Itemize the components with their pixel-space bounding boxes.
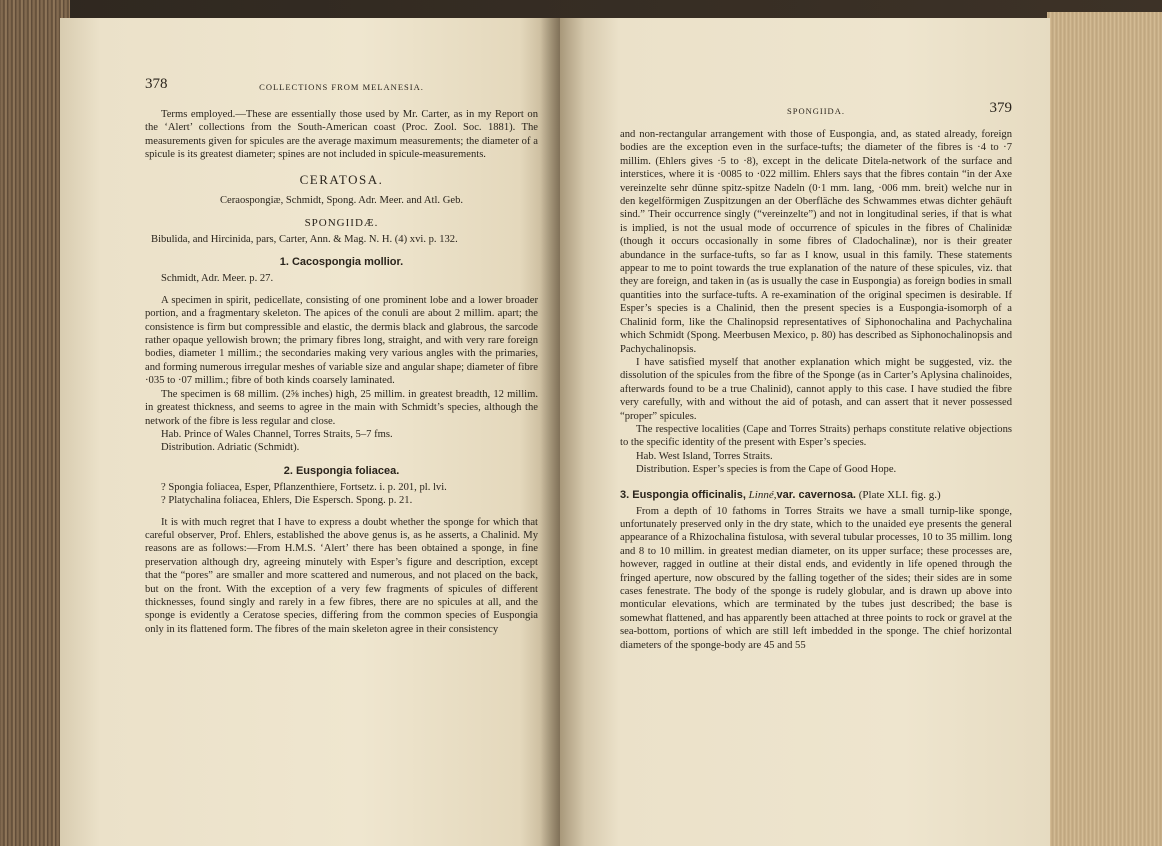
right-page-edges xyxy=(1047,12,1162,846)
left-page-header xyxy=(145,76,538,96)
synonym-line: ? Platychalina foliacea, Ehlers, Die Espersch. Spong. p. 21. xyxy=(161,495,413,507)
family-subtitle: Bibulida, and Hircinida, pars, Carter, Ann. & Mag. N. H. (4) xvi. p. 132. xyxy=(151,234,458,246)
species-variety: var. cavernosa. xyxy=(776,488,856,501)
left-page xyxy=(60,18,560,846)
species-name: 3. Euspongia officinalis, xyxy=(620,488,746,501)
species-title: 1. Cacospongia mollior. xyxy=(279,256,404,269)
body-paragraph: The respective localities (Cape and Torres Straits) perhaps constitute relative objections to the specific identity of the present with Esper’s species. xyxy=(620,423,1012,449)
species-description: The specimen is 68 millim. (2⅝ inches) high, 25 millim. in greatest breadth, 12 millim. in greatest thickness, and seems to agree in the main with Schmidt’s species, although the network of the fibre is less regular and close. xyxy=(145,388,538,427)
species-description: From a depth of 10 fathoms in Torres Straits we have a small turnip-like sponge, unfortunately preserved only in the dry state, which to the unaided eye presents the general appearance of a Rhizochalina fistulosa, with several tubular processes, 10 to 35 millim. long and 8 to 10 millim. in greatest median diameter, on its upper surface; these processes are, however, ragged in outline at their distal ends, and evidently in life opened through the fringed aperture, now obscured by the falling together of the sides; their sides are in some cases fenestrate. The body of the sponge is rudely globular, and is drawn up above into monticular elevations, which are terminated by the tubes just described; the base is somewhat flattened, and has apparently been attached at three points to rock or gravel at the sea-bottom, portions of which are still left imbedded in the sponge. The chief horizontal diameters of the sponge-body are 45 and 55 xyxy=(620,505,1012,651)
right-page-header xyxy=(620,88,1012,116)
section-title: CERATOSA. xyxy=(299,171,384,187)
habitat-line: Hab. West Island, Torres Straits. xyxy=(636,450,773,462)
habitat-line: Hab. Prince of Wales Channel, Torres Straits, 5–7 fms. xyxy=(161,428,393,440)
synonym-line: ? Spongia foliacea, Esper, Pflanzenthiere, Fortsetz. i. p. 201, pl. lvi. xyxy=(161,481,447,493)
family-title: SPONGIIDÆ. xyxy=(304,217,379,230)
plate-reference: (Plate XLI. fig. g.) xyxy=(858,488,941,501)
body-paragraph: I have satisfied myself that another explanation which might be suggested, viz. the dissolution of the spicules from the fibre of the Sponge (as in Carter’s Aplysina chalinoides, afterwards found to be a true Chalinid), cannot apply to this case. I have studied the fibre very carefully, with and without the aid of potash, and can assert that it never possessed “proper” spicules. xyxy=(620,356,1012,422)
body-paragraph: and non-rectangular arrangement with those of Euspongia, and, as stated already, foreign bodies are the exception even in the surface-tufts; the diameter of the fibres is ·4 to ·7 millim. (Ehlers gives ·5 to ·8), except in the delicate Ditela-network of the surface and interstices, where it is ·0085 to ·022 millim. Ehlers says that the fibres contain “in der Axe vereinzelte sehr dünne spitz-spitze Nadeln (0·1 mm. lang, ·006 mm. breit) welche nur in den kegelförmigen Zuspitzungen an der Oberfläche des Schwammes etwas dichter gehäuft sind.” Their occurrence singly (“vereinzelte”) and not in longitudinal series, if that is what is implied, is not the usual mode of occurrence of spicules in the fibres of Chalinidæ (though it occurs occasionally in some fibres of Cladochalinæ), nor is their greater abundance in the surface-tufts, so far as I know, usual in this family. These statements appear to me to point towards the true explanation of the nature of these spicules, viz. that they are foreign, and taken in (as is usually the case in Euspongia) as foreign bodies in small quantities into the surface-tufts. A re-examination of the original specimen is desirable. If Esper’s species is a Chalinid, then the present species is a Euspongia-isomorph of a Chalinid form, like the Chalinopsid representatives of Siphonochalina and Pachychalina which Schmidt (Spong. Meerbusen Mexico, p. 80) has described as Siphonochalinopsis and Pachychalinopsis. xyxy=(620,129,1012,355)
page-number: 379 xyxy=(989,100,1012,116)
species-title: 2. Euspongia foliacea. xyxy=(283,464,400,477)
distribution-line: Distribution. Esper’s species is from the Cape of Good Hope. xyxy=(636,464,897,476)
species-title xyxy=(620,489,1012,501)
running-head: COLLECTIONS FROM MELANESIA. xyxy=(259,82,424,92)
page-number: 378 xyxy=(145,76,168,92)
species-description: It is with much regret that I have to express a doubt whether the sponge for which that careful observer, Prof. Ehlers, established the above genus is, as he asserts, a Chalinid. My reasons are as follows:—From H.M.S. ‘Alert’ there has been obtained a sponge, in fine preservation although dry, agreeing minutely with Esper’s figure and description, except that the “pores” are smaller and more scattered and numerous, and not placed on the back, but on the front. With the exception of a very few fragments of spicules of different thicknesses, found singly and rarely in a few fibres, there are no spicules at all, and the sponge is evidently a Ceratose species, differing from the common species of Euspongia only in its flattened form. The fibres of the main skeleton agree in their consistency xyxy=(145,516,538,635)
species-description: A specimen in spirit, pedicellate, consisting of one prominent lobe and a lower broader portion, and a fragmentary skeleton. The apices of the conuli are about 2 millim. apart; the consistence is firm but compressible and elastic, the dermis black and glabrous, the sarcode rather opaque yellowish brown; the primary fibres long, straight, and with very rare foreign bodies, diameter 1 millim.; the secondaries making very various angles with the primaries, and forming numerous irregular meshes of variable size and angular shape; diameter of fibre ·035 to ·07 millim.; fibre of both kinds coarsely laminated. xyxy=(145,294,538,387)
terms-paragraph: Terms employed.—These are essentially those used by Mr. Carter, as in my Report on the ‘Alert’ collections from the South-American coast (Proc. Zool. Soc. 1881). The measurements given for spicules are the average maximum measurements; the diameter of a spicule is its greatest diameter; spines are not included in spicule-measurements. xyxy=(145,109,538,161)
distribution-line: Distribution. Adriatic (Schmidt). xyxy=(161,442,300,454)
right-page xyxy=(560,18,1050,846)
species-authority: Linné, xyxy=(748,488,777,501)
section-subtitle: Ceraospongiæ, Schmidt, Spong. Adr. Meer. and Atl. Geb. xyxy=(219,194,464,206)
running-head: SPONGIIDA. xyxy=(787,106,845,116)
species-reference: Schmidt, Adr. Meer. p. 27. xyxy=(161,273,274,285)
